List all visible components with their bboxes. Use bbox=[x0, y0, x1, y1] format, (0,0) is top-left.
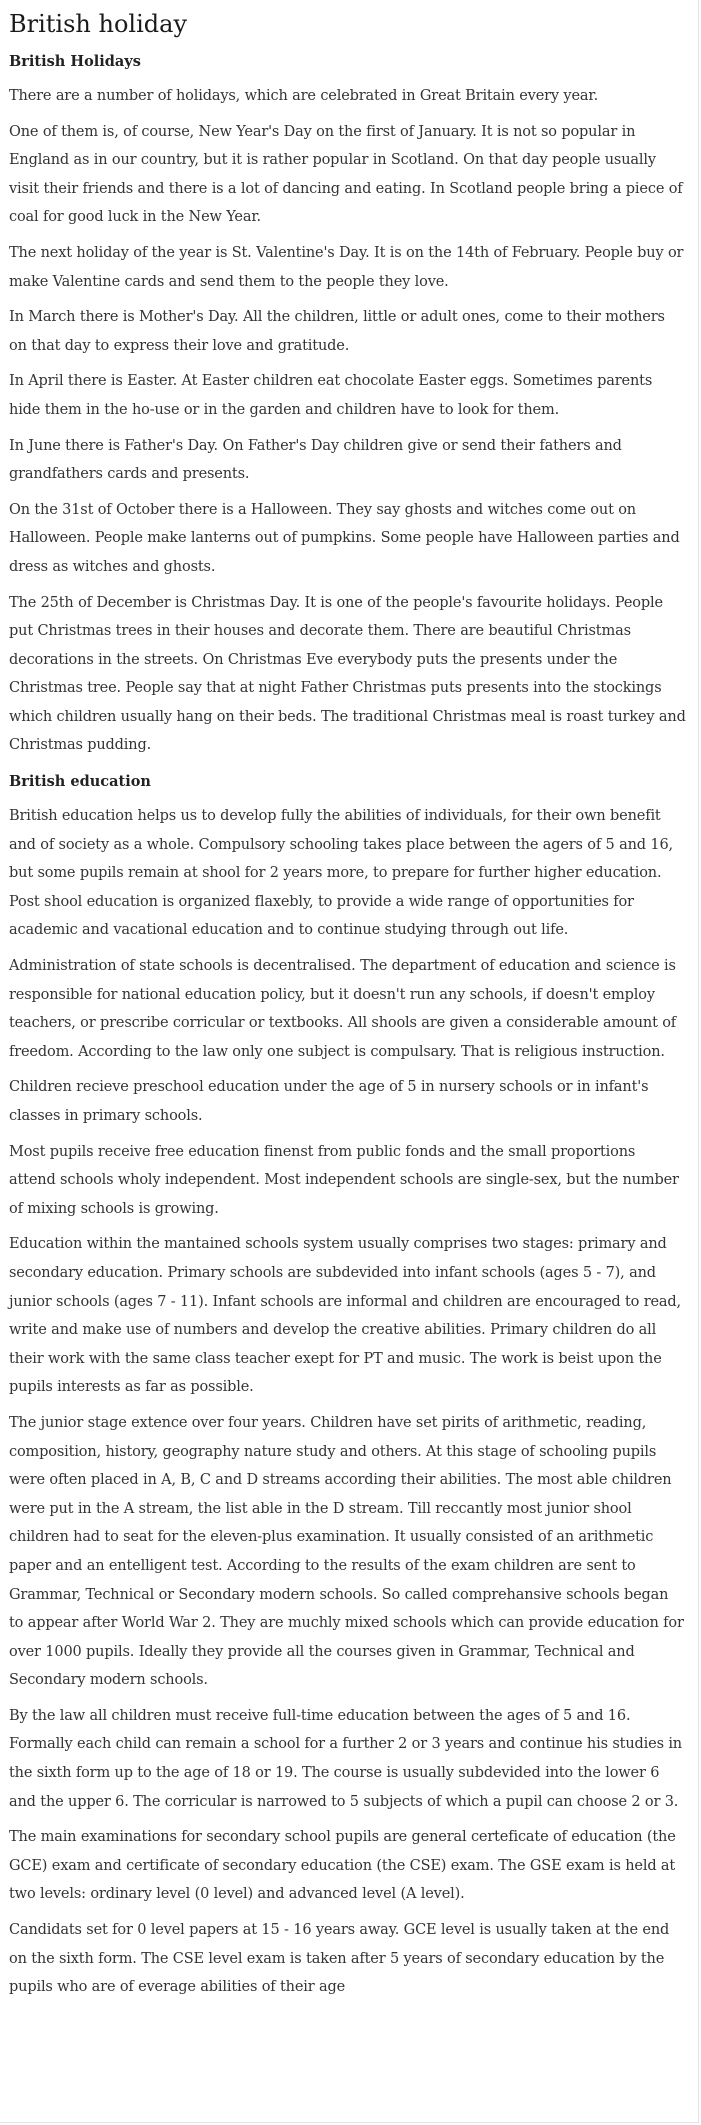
paragraph: The junior stage extence over four years. Children have set pirits of arithmetic, reading, composition, history, geography nature study and others. At this stage of schooling pupils were often placed in A, B, C and D streams according their abilities. The most able children were put in the A stream, the list able in the D stream. Till reccantly most junior shool children had to seat for the eleven-plus examination. It usually consisted of an arithmetic paper and an entelligent test. According to the results of the exam children are sent to Grammar, Technical or Secondary modern schools. So called comprehansive schools began to appear after World War 2. They are muchly mixed schools which can provide education for over 1000 pupils. Ideally they provide all the courses given in Grammar, Technical and Secondary modern schools. bbox=[9, 1414, 684, 1689]
section-heading: British Holidays bbox=[9, 53, 141, 70]
page-title: British holiday bbox=[9, 10, 187, 38]
paragraph: British education helps us to develop fully the abilities of individuals, for their own benefit and of society as a whole. Compulsory schooling takes place between the agers of 5 and 16, but some pupils remain at shool for 2 years more, to prepare for further higher education. Post shool education is organized flaxebly, to provide a wide range of opportunities for academic and vacational education and to continue studying through out life. bbox=[9, 808, 673, 939]
paragraph: In April there is Easter. At Easter children eat chocolate Easter eggs. Sometimes parents hide them in the ho-use or in the garden and children have to look for them. bbox=[9, 373, 653, 418]
paragraph: Education within the mantained schools system usually comprises two stages: primary and secondary education. Primary schools are subdevided into infant schools (ages 5 - 7), and junior schools (ages 7 - 11). Infant schools are informal and children are encouraged to read, write and make use of numbers and develop the creative abilities. Primary children do all their work with the same class teacher exept for PT and music. The work is beist upon the pupils interests as far as possible. bbox=[9, 1236, 681, 1396]
paragraph: The 25th of December is Christmas Day. It is one of the people's favourite holidays. People put Christmas trees in their houses and decorate them. There are beautiful Christmas decorations in the streets. On Christmas Eve everybody puts the presents under the Christmas tree. People say that at night Father Christmas puts presents into the stockings which children usually hang on their beds. The traditional Christmas meal is roast turkey and Christmas pudding. bbox=[9, 594, 686, 754]
paragraph: The next holiday of the year is St. Valentine's Day. It is on the 14th of February. People buy or make Valentine cards and send them to the people they love. bbox=[9, 244, 684, 290]
paragraph: Most pupils receive free education finenst from public fonds and the small proportions attend schools wholy independent. Most independent schools are single-sex, but the number of mixing schools is growing. bbox=[9, 1143, 679, 1217]
section-heading: British education bbox=[9, 773, 151, 791]
paragraph: Administration of state schools is decentralised. The department of education and science is responsible for national education policy, but it doesn't run any schools, if doesn't employ teachers, or prescribe corricular or textbooks. All shools are given a considerable amount of freedom. According to the law only one subject is compulsary. That is religious instruction. bbox=[9, 958, 676, 1060]
paragraph: Children recieve preschool education under the age of 5 in nursery schools or in infant's classes in primary schools. bbox=[9, 1079, 649, 1124]
paragraph: There are a number of holidays, which are celebrated in Great Britain every year. bbox=[9, 88, 599, 104]
paragraph: By the law all children must receive full-time education between the ages of 5 and 16. Formally each child can remain a school for a further 2 or 3 years and continue his studies in the sixth form up to the age of 18 or 19. The course is usually subdevided into the lower 6 and the upper 6. The corricular is narrowed to 5 subjects of which a pupil can choose 2 or 3. bbox=[9, 1707, 682, 1810]
section-education bbox=[9, 767, 686, 2002]
paragraph: In June there is Father's Day. On Father's Day children give or send their fathers and grandfathers cards and presents. bbox=[9, 437, 622, 483]
paragraph: Candidats set for 0 level papers at 15 - 16 years away. GCE level is usually taken at the end on the sixth form. The CSE level exam is taken after 5 years of secondary education by the pupils who are of everage abilities of their age bbox=[9, 1922, 670, 1996]
paragraph: The main examinations for secondary school pupils are general certeficate of education (the GCE) exam and certificate of secondary education (the CSE) exam. The GSE exam is held at two levels: ordinary level (0 level) and advanced level (A level). bbox=[9, 1829, 676, 1903]
paragraph: On the 31st of October there is a Halloween. They say ghosts and witches come out on Halloween. People make lanterns out of pumpkins. Some people have Halloween parties and dress as witches and ghosts. bbox=[9, 501, 680, 575]
paragraph: One of them is, of course, New Year's Day on the first of January. It is not so popular in England as in our country, but it is rather popular in Scotland. On that day people usually visit their friends and there is a lot of dancing and eating. In Scotland people bring a piece of coal for good luck in the New Year. bbox=[9, 123, 683, 226]
section-holidays bbox=[9, 47, 686, 760]
paragraph: In March there is Mother's Day. All the children, little or adult ones, come to their mothers on that day to express their love and gratitude. bbox=[9, 309, 665, 354]
